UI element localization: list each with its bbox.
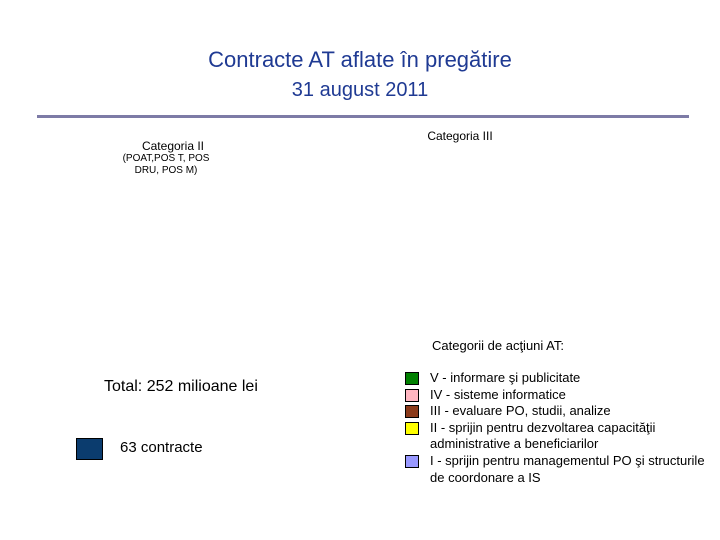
legend-swatch-iii [405,405,419,418]
legend-swatch-ii [405,422,419,435]
legend-item-v [405,370,705,387]
title-divider [37,115,689,118]
legend-item-i [405,453,705,486]
legend-swatch-i [405,455,419,468]
legend-item-iii [405,403,705,420]
total-amount: Total: 252 milioane lei [104,378,258,395]
contracts-count: 63 contracte [120,439,203,456]
legend-label-ii: II - sprijin pentru dezvoltarea capacităţii administrative a beneficiarilor [430,419,656,452]
category-ii-label: Categoria II [141,139,205,153]
legend-item-ii [405,420,705,453]
category-ii-programs: (POAT,POS T, POS DRU, POS M) [122,153,210,176]
legend-label-iii: III - evaluare PO, studii, analize [430,403,611,419]
page-subtitle: 31 august 2011 [291,79,429,101]
legend-item-iv [405,387,705,404]
legend-swatch-v [405,372,419,385]
contracts-swatch [76,438,103,460]
legend-heading: Categorii de acţiuni AT: [432,338,564,353]
legend-swatch-iv [405,389,419,402]
legend-label-v: V - informare şi publicitate [430,370,581,385]
legend-list [405,370,705,486]
page-title: Contracte AT aflate în pregătire [208,47,512,72]
legend-label-i: I - sprijin pentru managementul PO şi structurile de coordonare a IS [430,452,705,485]
legend-label-iv: IV - sisteme informatice [430,386,566,402]
category-iii-label: Categoria III [427,129,493,143]
